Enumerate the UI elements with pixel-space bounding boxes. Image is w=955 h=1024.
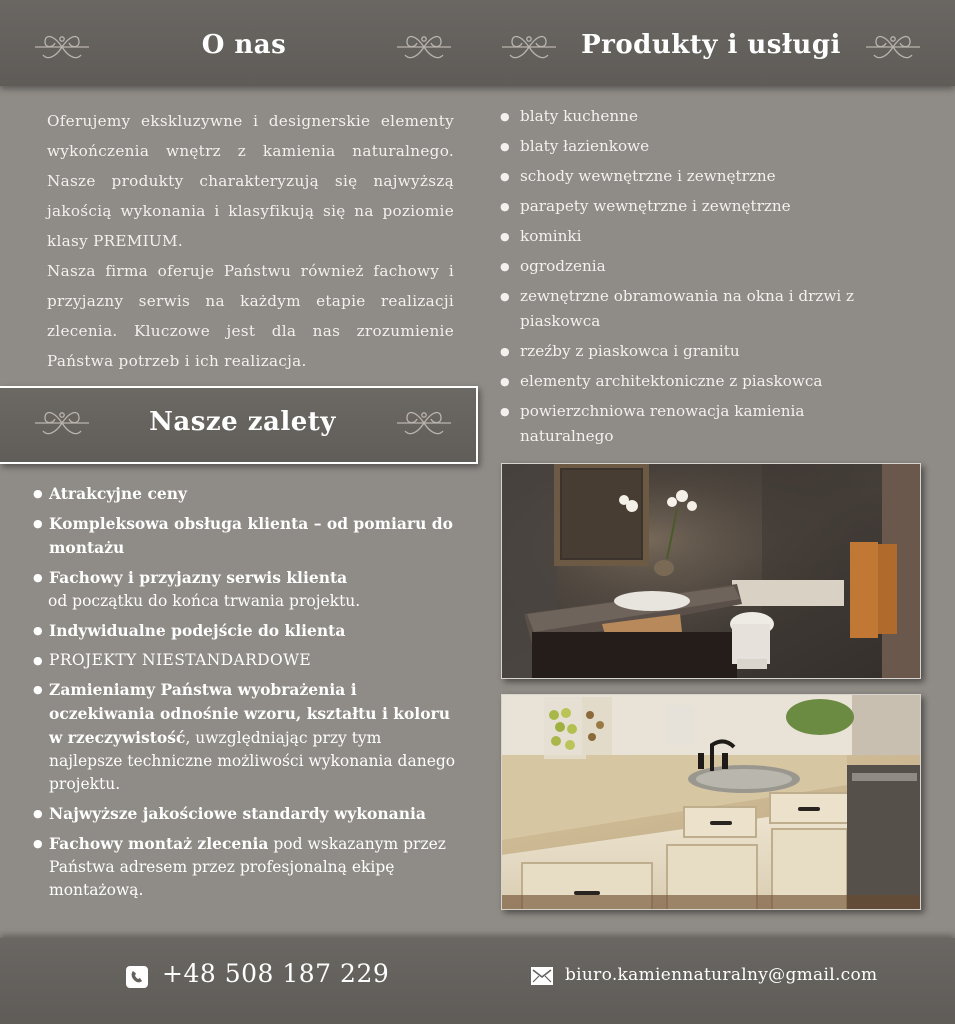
- envelope-icon: [530, 966, 554, 986]
- advantage-title: PROJEKTY NIESTANDARDOWE: [49, 651, 312, 669]
- ornament-icon: [395, 406, 453, 440]
- list-item: ● blaty kuchenne: [500, 104, 900, 129]
- list-item: [33, 802, 458, 826]
- products-heading: Produkty i usługi: [581, 30, 841, 60]
- list-item: [33, 649, 458, 672]
- list-item: [33, 619, 458, 643]
- list-item: [33, 512, 458, 560]
- advantage-title: Najwyższe jakościowe standardy wykonania: [49, 804, 426, 823]
- advantage-title: Indywidualne podejście do klienta: [49, 621, 346, 640]
- kitchen-photo: [501, 694, 921, 910]
- list-item: [33, 566, 458, 613]
- list-item: [33, 678, 458, 796]
- about-paragraph: Oferujemy ekskluzywne i designerskie elementy wykończenia wnętrz z kamienia naturalnego. Nasze produkty charakteryzują się najwyższą jakością wykonania i klasyfikują się na poziomie klasy PREMIUM.: [47, 112, 454, 250]
- list-item: ● elementy architektoniczne z piaskowca: [500, 369, 900, 394]
- list-item: ● powierzchniowa renowacja kamienia naturalnego: [500, 399, 900, 449]
- advantage-title: Fachowy montaż zlecenia: [49, 834, 269, 853]
- advantages-list: [33, 482, 458, 908]
- ornament-icon: [500, 30, 558, 64]
- about-paragraph: Nasza firma oferuje Państwu również fachowy i przyjazny serwis na każdym etapie realizacji zlecenia. Kluczowe jest dla nas zrozumienie Państwa potrzeb i ich realizacja.: [47, 262, 454, 370]
- advantage-title: Kompleksowa obsługa klienta – od pomiaru do montażu: [49, 514, 453, 557]
- ornament-icon: [864, 30, 922, 64]
- products-list: [500, 104, 900, 454]
- advantage-title: Atrakcyjne ceny: [49, 484, 188, 503]
- email-link[interactable]: biuro.kamiennaturalny@gmail.com: [565, 965, 878, 985]
- advantage-title: Zamieniamy Państwa wyobrażenia i oczekiwania odnośnie wzoru, kształtu i koloru w rzeczywistość: [49, 680, 450, 747]
- list-item: ● schody wewnętrzne i zewnętrzne: [500, 164, 900, 189]
- advantage-detail: od początku do końca trwania projektu.: [48, 592, 361, 610]
- list-item: ● blaty łazienkowe: [500, 134, 900, 159]
- advantage-detail: pod wskazanym przez Państwa adresem przez profesjonalną ekipę montażową.: [49, 835, 446, 899]
- advantage-detail: , uwzględniając przy tym najlepsze techniczne możliwości wykonania danego projektu.: [49, 729, 456, 793]
- ornament-icon: [33, 30, 91, 64]
- about-heading: O nas: [201, 30, 287, 60]
- phone-icon: [125, 965, 149, 989]
- list-item: ● parapety wewnętrzne i zewnętrzne: [500, 194, 900, 219]
- list-item: ● rzeźby z piaskowca i granitu: [500, 339, 900, 364]
- about-text: [47, 106, 454, 376]
- list-item: ● zewnętrzne obramowania na okna i drzwi z piaskowca: [500, 284, 900, 334]
- advantages-heading: Nasze zalety: [149, 407, 336, 437]
- phone-number[interactable]: +48 508 187 229: [162, 959, 390, 988]
- bathroom-photo: [501, 463, 921, 679]
- list-item: ● ogrodzenia: [500, 254, 900, 279]
- list-item: ● kominki: [500, 224, 900, 249]
- list-item: [33, 832, 458, 902]
- list-item: [33, 482, 458, 506]
- ornament-icon: [395, 30, 453, 64]
- advantage-title: Fachowy i przyjazny serwis klienta: [49, 568, 348, 587]
- ornament-icon: [33, 406, 91, 440]
